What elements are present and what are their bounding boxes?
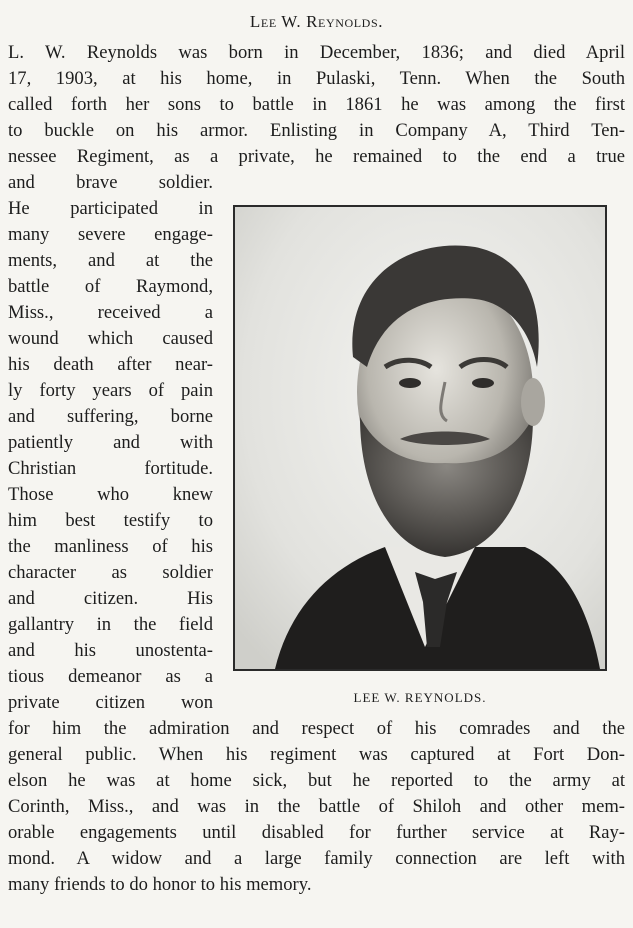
side-line: character as soldier [8, 562, 213, 583]
side-line: and brave soldier. [8, 172, 213, 193]
body-line: L. W. Reynolds was born in December, 1836; and died April [8, 42, 625, 63]
body-line: general public. When his regiment was captured at Fort Don- [8, 744, 625, 765]
side-line: Those who knew [8, 484, 213, 505]
body-line: Corinth, Miss., and was in the battle of Shiloh and other mem- [8, 796, 625, 817]
article-title: Lee W. Reynolds. [249, 12, 384, 31]
body-line: to buckle on his armor. Enlisting in Company A, Third Ten- [8, 120, 625, 141]
body-line: 17, 1903, at his home, in Pulaski, Tenn. When the South [8, 68, 625, 89]
side-line: and citizen. His [8, 588, 213, 609]
body-line: for him the admiration and respect of his comrades and the [8, 718, 625, 739]
side-line: patiently and with [8, 432, 213, 453]
body-line: mond. A widow and a large family connection are left with [8, 848, 625, 869]
side-line: ments, and at the [8, 250, 213, 271]
side-line: and suffering, borne [8, 406, 213, 427]
side-line: tious demeanor as a [8, 666, 213, 687]
side-line: his death after near- [8, 354, 213, 375]
side-line: private citizen won [8, 692, 213, 713]
body-line: called forth her sons to battle in 1861 he was among the first [8, 94, 625, 115]
side-line: He participated in [8, 198, 213, 219]
photo-caption: LEE W. REYNOLDS. [353, 690, 487, 705]
side-line: wound which caused [8, 328, 213, 349]
side-line: the manliness of his [8, 536, 213, 557]
side-line: and his unostenta- [8, 640, 213, 661]
side-line: ly forty years of pain [8, 380, 213, 401]
body-line: many friends to do honor to his memory. [8, 874, 312, 895]
portrait-photo [233, 205, 607, 671]
side-line: many severe engage- [8, 224, 213, 245]
side-line: him best testify to [8, 510, 213, 531]
side-line: battle of Raymond, [8, 276, 213, 297]
side-line: Miss., received a [8, 302, 213, 323]
body-line: nessee Regiment, as a private, he remained to the end a true [8, 146, 625, 167]
side-line: gallantry in the field [8, 614, 213, 635]
body-line: orable engagements until disabled for further service at Ray- [8, 822, 625, 843]
body-line: elson he was at home sick, but he reported to the army at [8, 770, 625, 791]
side-line: Christian fortitude. [8, 458, 213, 479]
